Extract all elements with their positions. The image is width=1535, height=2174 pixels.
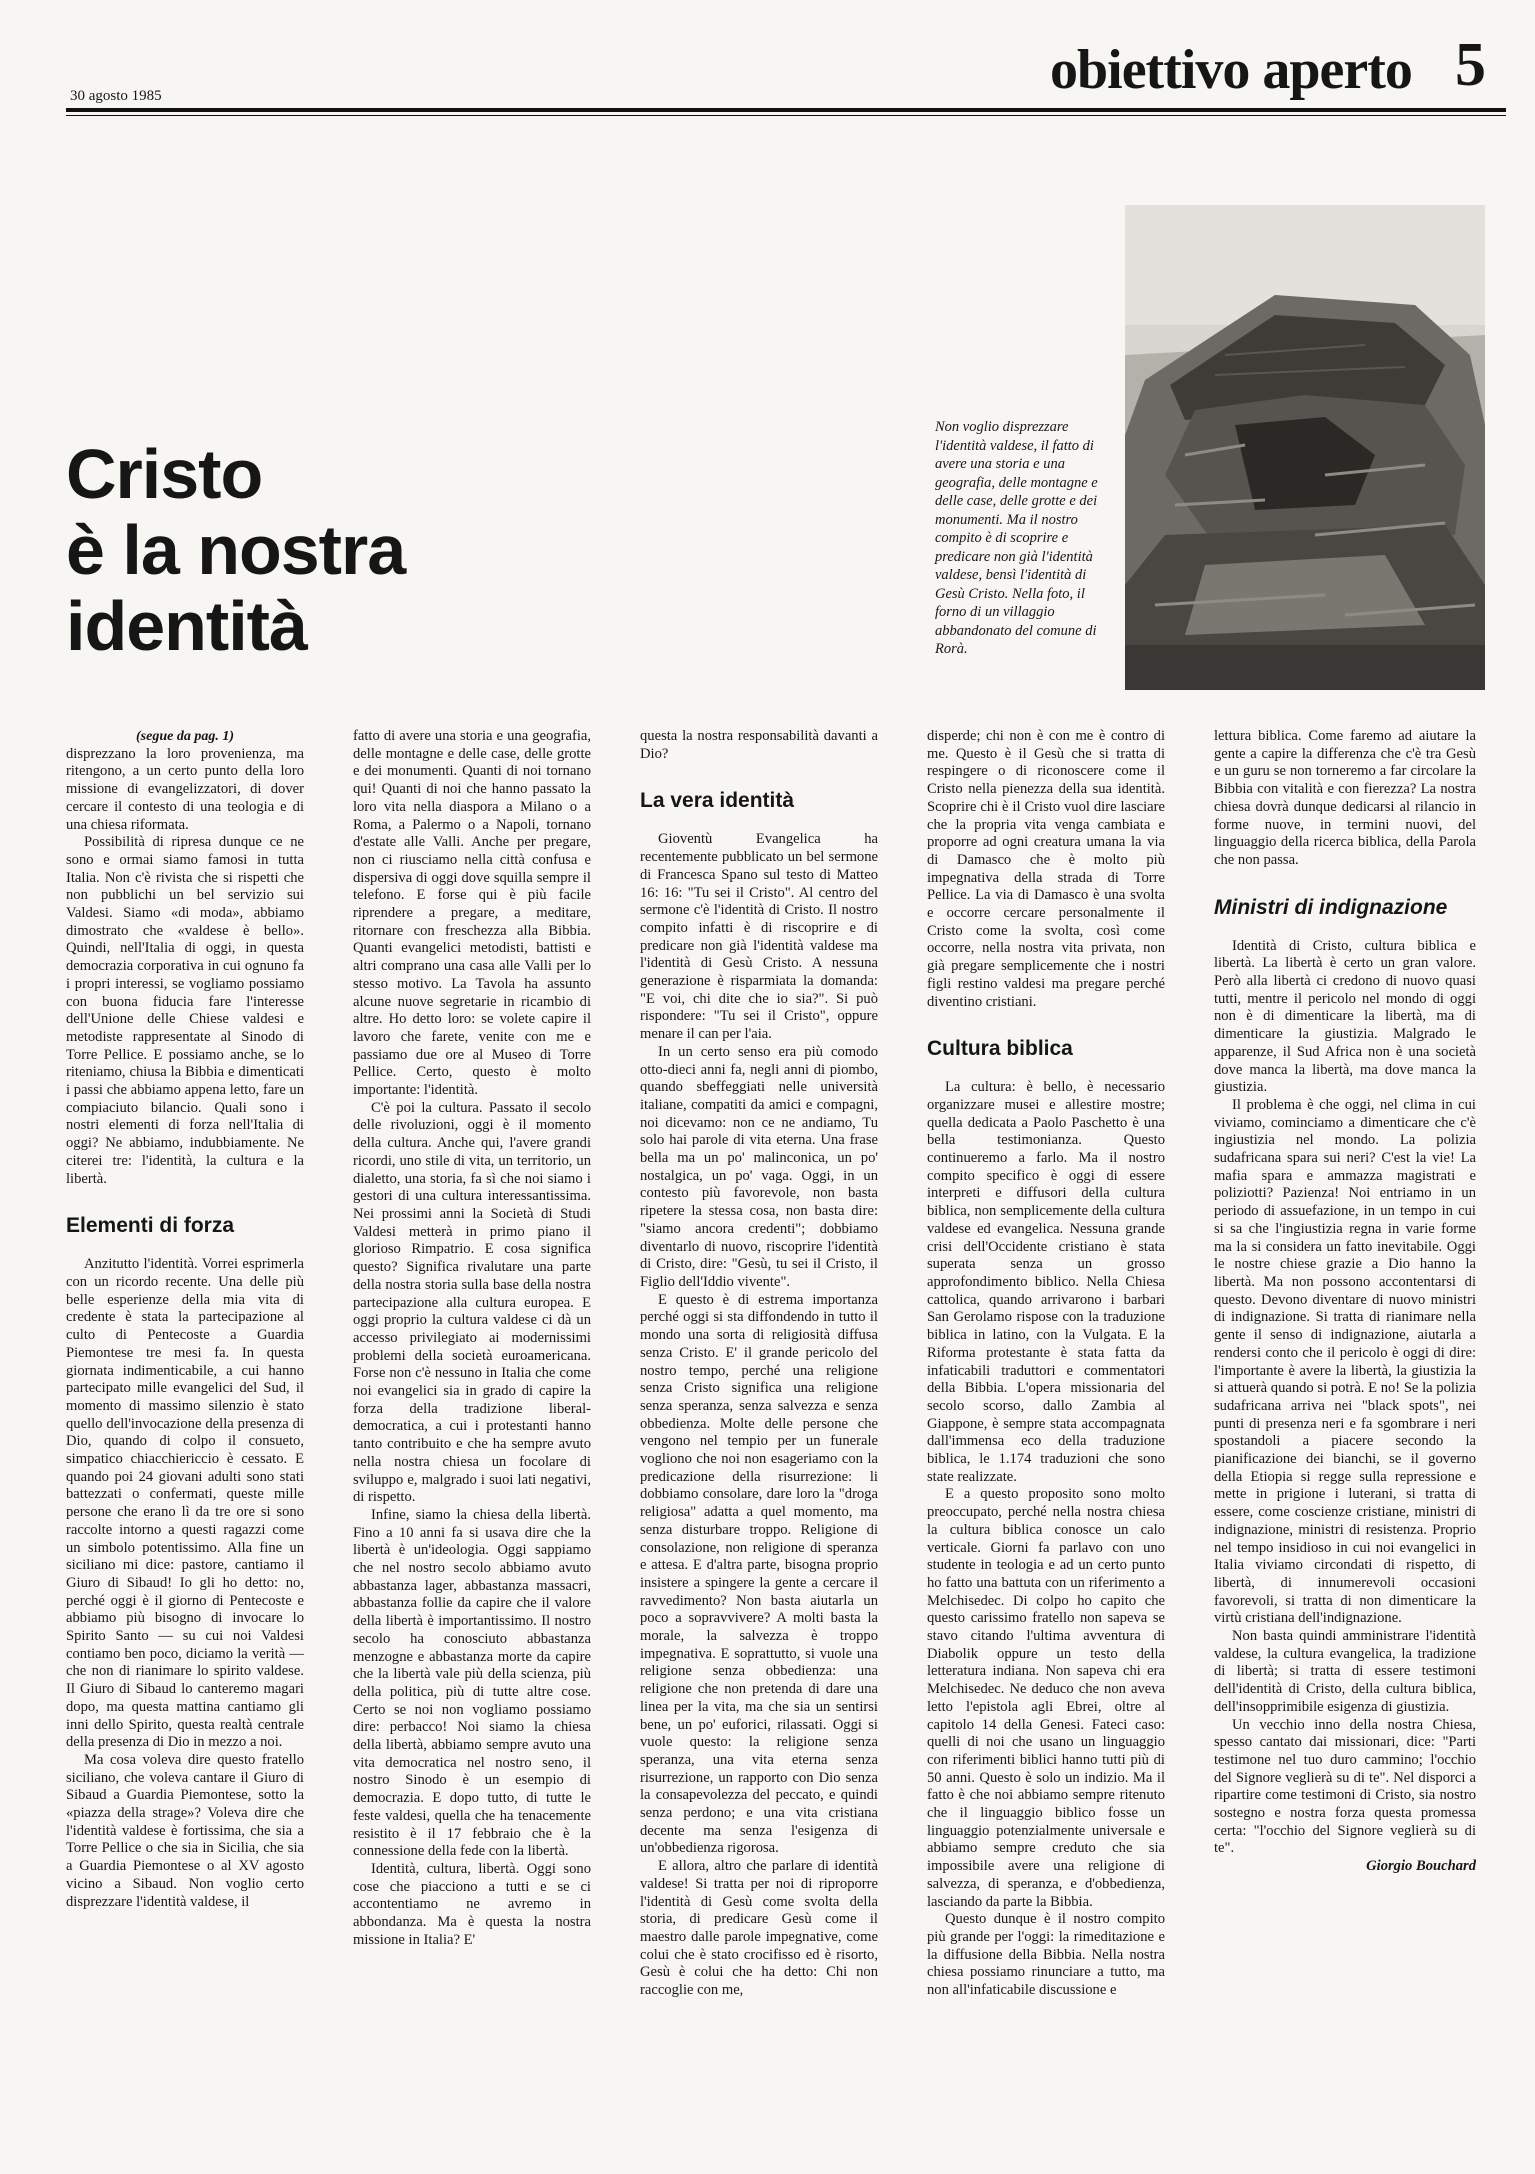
paragraph: disperde; chi non è con me è contro di me. Questo è il Gesù che si tratta di respingere o di riconoscere come il Cristo nella pienezza della sua identità. Scoprire chi è il Cristo vuol dire lasciare che la propria vita venga cambiata e proporre ad ogni creatura umana la via di Damasco che è molto più impegnativa della strada di Torre Pellice. La via di Damasco è una svolta e occorre cercare personalmente il Cristo come la svolta, così come occorre, nella nostra vita privata, non già pregare semplicemente che i nostri figli restino valdesi ma pregare perché diventino cristiani. bbox=[927, 728, 1165, 1010]
continued-note: (segue da pag. 1) bbox=[136, 729, 234, 744]
paragraph: Anzitutto l'identità. Vorrei esprimerla con un ricordo recente. Una delle più belle esperienze della mia vita di credente è stata la partecipazione al culto di Pentecoste a Guardia Piemontese tre mesi fa. In questa giornata indimenticabile, a cui hanno partecipato mille evangelici del Sud, il momento di massimo silenzio è stato quello dell'invocazione della presenza di Dio, quando di colpo il consueto, simpatico chiacchiericcio è cessato. E quando poi 24 giovani adulti sono stati battezzati o confermati, queste mille persone che erano lì da tre ore si sono raccolte intorno a questi ragazzi come un simbolo potentissimo. Alla fine un siciliano mi dice: pastore, cantiamo il Giuro di Sibaud! Io gli ho detto: no, perché oggi è il giorno di Pentecoste e abbiamo più bisogno di invocare lo Spirito Santo — su cui noi Valdesi contiamo ben poco, diciamo la verità — che non di rianimare lo spirito valdese. Il Giuro di Sibaud lo canteremo magari dopo, ma questa mattina cantiamo gli inni dello Spirito, questa realtà centrale della presenza di Dio in mezzo a noi. bbox=[66, 1256, 304, 1751]
subheading: Ministri di indignazione bbox=[1214, 895, 1448, 919]
photo-caption: Non voglio disprezzare l'identità valdese, il fatto di avere una storia e una geografia, delle montagne e delle case, delle grotte e dei monumenti. Ma il nostro compito è di scoprire e predicare non già l'identità valdese, bensì l'identità di Gesù Cristo. Nella foto, il forno di un villaggio abbandonato del comune di Rorà. bbox=[935, 419, 1098, 657]
paragraph: questa la nostra responsabilità davanti a Dio? bbox=[640, 728, 878, 762]
stone-oven-photo-icon bbox=[1125, 205, 1485, 690]
paragraph: E allora, altro che parlare di identità valdese! Si tratta per noi di riproporre l'identità di Gesù come svolta della storia, di predicare Gesù come il maestro dalle parole impegnative, come colui che è stato crocifisso ed è risorto, Gesù è colui che ha detto: Chi non raccoglie con me, bbox=[640, 1858, 878, 1999]
paragraph: E questo è di estrema importanza perché oggi si sta diffondendo in tutto il mondo una sorta di religiosità diffusa senza Cristo. E' il grande pericolo del nostro tempo, perché una religione senza Cristo significa una religione senza speranza, senza salvezza e senza obbedienza. Molte delle persone che vengono nel tempio per un funerale vogliono che noi non esageriamo con la predicazione della risurrezione: li dobbiamo consolare, dare loro la "droga religiosa" adatta a quel momento, ma senza disturbare troppo. Religione di consolazione, non religione di speranza e attesa. E d'altra parte, bisogna proprio insistere a spingere la gente a cercare il ravvedimento? Non basta aiutarla un poco a sopravvivere? A molti basta la morale, la salvezza è troppo impegnativa. E soprattutto, si vuole una religione senza obbedienza: una religione che non pretenda di dare una linea per la vita, ma che sia un sentirsi bene, un po' euforici, rilassati. Oggi si vuole questo: la religione senza speranza, una vita eterna senza risurrezione, un rapporto con Dio senza la consapevolezza del peccato, e quindi senza perdono; e una vita cristiana decente ma senza l'esigenza di un'obbedienza rigorosa. bbox=[640, 1291, 878, 1857]
paragraph: disprezzano la loro provenienza, ma ritengono, a un certo punto della loro missione di evangelizzatori, di dover cercare il contesto di una teologia e di una chiesa riformata. bbox=[66, 745, 304, 833]
headline-line: Cristo bbox=[66, 435, 263, 513]
paragraph: Non basta quindi amministrare l'identità valdese, la cultura evangelica, la tradizione di libertà; si tratta di essere testimoni dell'identità di Cristo, della cultura biblica, dell'insopprimibile esigenza di giustizia. bbox=[1214, 1628, 1476, 1715]
article-column-5 bbox=[1214, 728, 1476, 2158]
paragraph: E a questo proposito sono molto preoccupato, perché nella nostra chiesa la cultura biblica conosce un calo verticale. Giorni fa parlavo con uno studente in teologia e ad un certo punto ho fatto una battuta con un riferimento a Melchisedec. Di colpo ho capito che questo carissimo fratello non sapeva se stavo citando l'ultima avventura di Diabolik oppure un testo della letteratura indiana. Non sapeva chi era Melchisedec. Ne deduco che non aveva letto l'epistola agli Ebrei, oltre al capitolo 14 della Genesi. Fateci caso: quelli di noi che usano un linguaggio con riferimenti biblici hanno tutti più di 50 anni. Questo è solo un indizio. Ma il fatto è che noi abbiamo sempre ritenuto che il linguaggio biblico fosse un linguaggio potenzialmente universale e abbiamo sempre creduto che sia impossibile avere una religione di salvezza, di speranza, e d'obbedienza, lasciando da parte la Bibbia. bbox=[927, 1486, 1165, 1910]
headline-line: identità bbox=[66, 587, 307, 665]
subheading: Cultura biblica bbox=[927, 1037, 1073, 1061]
paragraph: Il problema è che oggi, nel clima in cui viviamo, cominciamo a dimenticare che c'è ingiustizia nel mondo. La polizia sudafricana spara sui neri? C'est la vie! La mafia spara e ammazza magistrati e poliziotti? Pazienza! Noi entriamo in un periodo di assuefazione, in un tempo in cui si sa che l'ingiustizia regna in varie forme ma la si considera un fatto inevitabile. Oggi le nostre chiese grazie a Dio hanno la libertà. Ma non possono accontentarsi di questo. Devono diventare di nuovo ministri di indignazione. Si tratta di rianimare nella gente il senso di indignazione, aiutarla a rendersi conto che il pericolo è oggi di dire: l'importante è avere la libertà, la giustizia la si attuerà quando si potrà. E no! Se la polizia sudafricana arriva nei "black spots", nei punti di presenza neri e fa sgombrare i neri spostandoli a piacere secondo la pianificazione dei bianchi, se il governo della Etiopia si regge sulla repressione e mette in prigione i luterani, si tratta di essere, come coscienze cristiane, ministri di indignazione, ministri di resistenza. Proprio nel tempo insidioso in cui noi evangelici in Italia viviamo circondati di rispetto, di libertà, di innumerevoli occasioni favorevoli, si tratta di non dimenticare la virtù cristiana dell'indignazione. bbox=[1214, 1096, 1476, 1627]
paragraph: fatto di avere una storia e una geografia, delle montagne e delle case, delle grotte e dei monumenti. Quanti di noi tornano qui! Quanti di noi che hanno passato la loro vita nella diaspora a Milano o a Roma, a Palermo o a Napoli, tornano d'estate alle Valli. Anche per pregare, non ci riusciamo nella città confusa e dispersiva di oggi dove squilla sempre il telefono. E forse qui è più facile riprendere a pregare, a meditare, ritornare con freschezza alla Bibbia. Quanti evangelici metodisti, battisti e altri comprano una casa alle Valli per lo stesso motivo. La Tavola ha assunto alcune nuove segretarie in ricambio di altre. Ho detto loro: se volete capire il lavoro che farete, venite con me e passiamo due ore al Museo di Torre Pellice. Certo, questo è molto importante: l'identità. bbox=[353, 728, 591, 1099]
paragraph: In un certo senso era più comodo otto-dieci anni fa, negli anni di piombo, quando sbeffeggiati nelle università italiane, compatiti da amici e compagni, noi dicevamo: non ce ne andiamo, Tu solo hai parole di vita eterna. Una frase bella ma un po' malinconica, un po' nostalgica, un po' vaga. Oggi, in un contesto più favorevole, non basta ripetere la stessa cosa, non basta dire: "siamo ancora credenti"; dobbiamo diventarlo di nuovo, riscoprire l'identità di Cristo, dire: "Gesù, tu sei il Cristo, il Figlio dell'Iddio vivente". bbox=[640, 1043, 878, 1290]
issue-date: 30 agosto 1985 bbox=[70, 88, 162, 104]
page-number: 5 bbox=[1455, 31, 1486, 99]
article-photo bbox=[1125, 205, 1485, 690]
paragraph: Un vecchio inno della nostra Chiesa, spesso cantato dai missionari, dice: "Parti testimone nel tuo duro cammino; l'occhio del Signore veglierà su di te". Nel disporci a ripartire come testimoni di Cristo, sia nostro sostegno e nostra forza questa promessa certa: "l'occhio del Signore veglierà su di te". bbox=[1214, 1716, 1476, 1857]
paragraph: lettura biblica. Come faremo ad aiutare la gente a capire la differenza che c'è tra Gesù e un guru se non torneremo a far circolare la Bibbia con vitalità e con fierezza? La nostra chiesa dovrà dunque dedicarsi al rilancio in forme nuove, in termini nuovi, del linguaggio della ricerca biblica, della Parola che non passa. bbox=[1214, 728, 1476, 868]
paragraph: Identità, cultura, libertà. Oggi sono cose che piacciono a tutti e se ci accontentiamo ne avremo in abbondanza. Ma è questa la nostra missione in Italia? E' bbox=[353, 1861, 591, 1948]
paragraph: C'è poi la cultura. Passato il secolo delle rivoluzioni, oggi è il momento della cultura. Anche qui, l'avere grandi ricordi, uno stile di vita, un territorio, un dialetto, una storia, fa sì che noi siamo i gestori di una cultura interessantissima. Nei prossimi anni la Società di Studi Valdesi metterà in primo piano il glorioso Rimpatrio. E cosa significa questo? Significa rivalutare una parte della nostra storia sulla base della nostra partecipazione alla cultura europea. E oggi proprio la cultura valdese ci dà un accesso privilegiato ai modernissimi problemi della società euroamericana. Forse non c'è nessuno in Italia che come noi evangelici sia in grado di capire la forza della tradizione liberal-democratica, a cui i protestanti hanno tanto contribuito e che ha sempre avuto nella nostra chiesa un focolare di sviluppo e, malgrado i suoi lati negativi, di rispetto. bbox=[353, 1099, 591, 1506]
paragraph: Ma cosa voleva dire questo fratello siciliano, che voleva cantare il Giuro di Sibaud a Guardia Piemontese, sotto la «piazza della strage»? Voleva dire che l'identità valdese è fortissima, che sia a Torre Pellice o che sia in Sicilia, che sia a Guardia Piemontese o al XV agosto vicino a Sibaud. Non voglio certo disprezzare l'identità valdese, il bbox=[66, 1751, 304, 1910]
paragraph: Identità di Cristo, cultura biblica e libertà. La libertà è certo un gran valore. Però alla libertà ci credono di nuovo quasi tutti, mentre il pericolo nel mondo di oggi non è di dimenticare la libertà, ma di dimenticare la giustizia. Malgrado le apparenze, il Sud Africa non è una società dove manca la libertà, ma dove manca la giustizia. bbox=[1214, 937, 1476, 1096]
author-signature: Giorgio Bouchard bbox=[1366, 1858, 1476, 1875]
paragraph: Gioventù Evangelica ha recentemente pubblicato un bel sermone di Francesca Spano sul testo di Matteo 16: 16: "Tu sei il Cristo". Al centro del sermone c'è l'identità di Cristo. Il nostro compito infatti è di riscoprire e di predicare non già l'identità valdese ma l'identità di Gesù Cristo. A nessuna generazione è risparmiata la domanda: "E voi, chi dite che io sia?". Si può rispondere: "Tu sei il Cristo", oppure menare il can per l'aia. bbox=[640, 831, 878, 1043]
subheading: Elementi di forza bbox=[66, 1214, 235, 1238]
article-column-1 bbox=[66, 728, 304, 2158]
article-column-3 bbox=[640, 728, 878, 2158]
paragraph: Infine, siamo la chiesa della libertà. Fino a 10 anni fa si usava dire che la libertà è un'ideologia. Oggi sappiamo che nel nostro secolo abbiamo avuto abbastanza lager, abbastanza massacri, abbastanza follie da capire che il valore della libertà è importantissimo. Il nostro secolo ha conosciuto abbastanza menzogne e abbastanza morte da capire che la libertà vale più della scienza, più della politica, più di tutte altre cose. Certo se noi non vogliamo possiamo dire: perbacco! Noi siamo la chiesa della libertà, abbiamo sempre avuto una vita democratica nel nostro seno, il nostro Sinodo è un esempio di democrazia. E dopo tutto, di tutte le feste valdesi, quella che ha tenacemente resistito è il 17 febbraio che è la connessione della fede con la libertà. bbox=[353, 1506, 591, 1860]
paragraph: Questo dunque è il nostro compito più grande per l'oggi: la rimeditazione e la diffusione della Bibbia. Nella nostra chiesa possiamo rinunciare a tutto, ma non all'infaticabile discussione e bbox=[927, 1911, 1165, 1999]
paragraph: Possibilità di ripresa dunque ce ne sono e ormai siamo famosi in tutta Italia. Non c'è rivista che si rispetti che non pubblichi un bel servizio sui Valdesi. Siamo «di moda», abbiamo dimostrato che «valdese è bello». Quindi, nell'Italia di oggi, in questa democrazia corporativa in cui ognuno fa i propri interessi, se vogliamo possiamo con buona fiducia fare l'interesse dell'Unione delle Chiese valdesi e metodiste rappresentate al Sinodo di Torre Pellice. E possiamo anche, se lo riteniamo, chiusa la Bibbia e dimenticati i passi che abbiamo appena letto, fare un compiaciuto bilancio. Quali sono i nostri elementi di forza nell'Italia di oggi? Ne abbiamo, indubbiamente. Ne citerei tre: l'identità, la cultura e la libertà. bbox=[66, 834, 304, 1187]
section-title: obiettivo aperto bbox=[1050, 39, 1412, 101]
article-column-2 bbox=[353, 728, 591, 2158]
subheading: La vera identità bbox=[640, 789, 795, 813]
article-column-4 bbox=[927, 728, 1165, 2158]
article-headline bbox=[66, 436, 666, 664]
headline-line: è la nostra bbox=[66, 511, 406, 589]
masthead-rule-thin bbox=[66, 115, 1506, 116]
masthead-rule bbox=[66, 108, 1506, 112]
paragraph: La cultura: è bello, è necessario organizzare musei e allestire mostre; quella dedicata a Paolo Paschetto è una bella testimonianza. Questo continueremo a farlo. Ma il nostro compito specifico è oggi di essere interpreti e diffusori della cultura biblica, non semplicemente della cultura valdese ed evangelica. Nessuna grande crisi dell'Occidente cristiano è stata superata senza un grosso approfondimento biblico. Nella Chiesa cattolica, quando arrivarono i barbari San Gerolamo rispose con la traduzione biblica in latino, con la Vulgata. E la Riforma protestante è stata fatta da infaticabili traduttori e commentatori della Bibbia. L'opera missionaria del secolo scorso, dallo Zambia al Giappone, è sempre stata accompagnata dall'immensa eco della traduzione biblica, le 1.174 traduzioni che sono state realizzate. bbox=[927, 1079, 1165, 1485]
